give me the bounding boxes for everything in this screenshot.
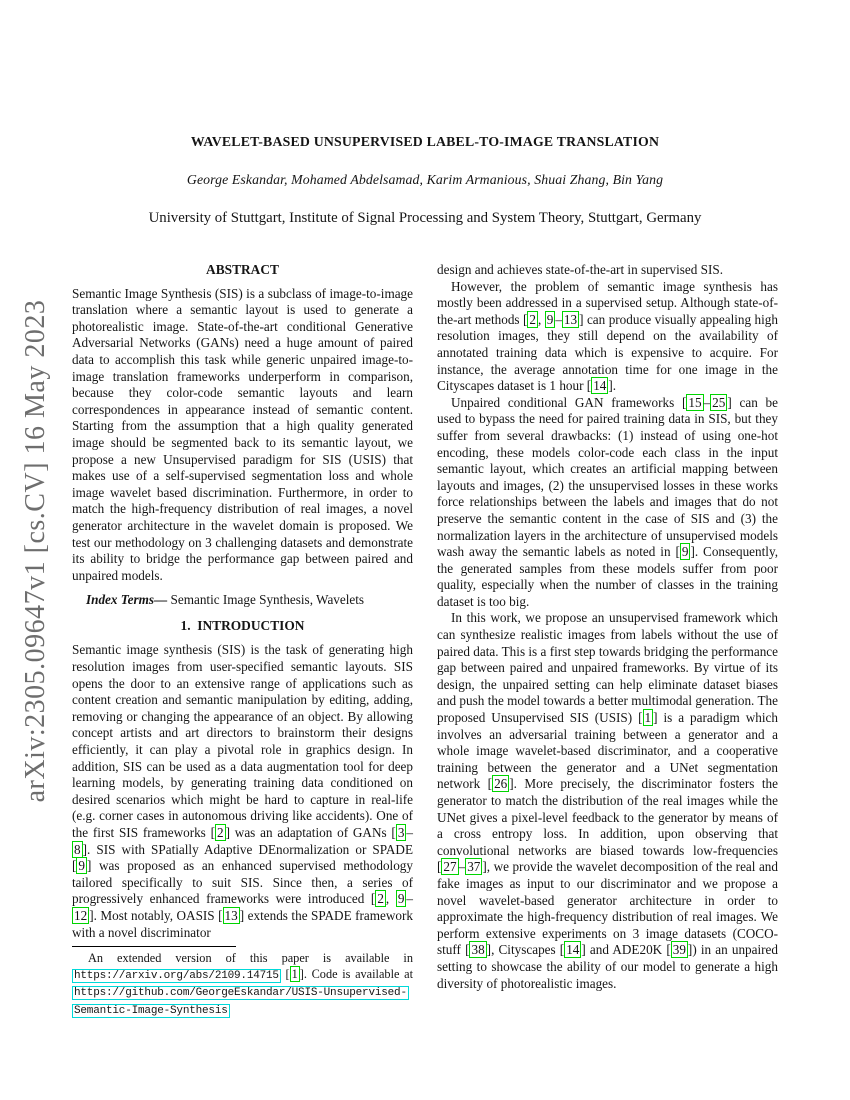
body-paragraph: design and achieves state-of-the-art in supervised SIS. xyxy=(437,262,724,277)
citation-link[interactable]: 1 xyxy=(644,710,652,726)
arxiv-watermark: arXiv:2305.09647v1 [cs.CV] 16 May 2023 xyxy=(20,299,51,803)
citation-link[interactable]: 26 xyxy=(494,776,508,792)
citation-link[interactable]: 14 xyxy=(593,378,607,394)
footnote-rule xyxy=(72,946,236,947)
citation-link[interactable]: 2 xyxy=(377,891,384,907)
paper-header xyxy=(0,134,850,227)
citation-link[interactable]: 38 xyxy=(471,942,485,958)
index-terms xyxy=(72,592,413,609)
footnote xyxy=(72,946,413,1019)
right-column xyxy=(437,262,778,992)
citation-link[interactable]: 39 xyxy=(672,942,686,958)
citation-link[interactable]: 9 xyxy=(681,544,689,560)
body-paragraph: In this work, we propose an unsupervised framework which can synthesize realistic images from labels without the use of paired data. This is a first step towards bridging the performance gap between paired and unpaired frameworks. By virtue of its design, the unpaired setting can help eliminate dataset biases and push the model towards a better multimodal generation. The proposed Unsupervised SIS (USIS) [ 1 ] is a paradigm which involves an adversarial training between a generator and a whole image wavelet-based discriminator, and a cooperative training between the generator and a UNet segmentation network [ 26 ]. More precisely, the discriminator fosters the generator to match the distribution of the real images while the UNet gives a pixel-level feedback to the generator by means of a cross entropy loss. In addition, upon observing that convolutional networks are biased towards low-frequencies [ 27 – 37 ], we provide the wavelet decomposition of the real and fake images as input to our discriminator and we propose a novel wavelet-based generator architecture in order to approximate the high-frequency distribution of real images. We perform extensive experiments on 3 image datasets (COCO-stuff [ 38 ], Cityscapes [ 14 ] and ADE20K [ 39 ]) in an unpaired setting to showcase the ability of our model to generate a high diversity of photorealistic images. xyxy=(437,610,778,991)
citation-link[interactable]: 14 xyxy=(566,942,580,958)
citation-link[interactable]: 27 xyxy=(443,859,457,875)
citation-link[interactable]: 15 xyxy=(688,394,702,410)
citation-link[interactable]: 3 xyxy=(397,825,405,840)
abstract-body: Semantic Image Synthesis (SIS) is a subclass of image-to-image translation where a semantic layout is used to generate a photorealistic image. State-of-the-art conditional Generative Adversarial Networks (GANs) need a huge amount of paired data to accomplish this task while generic unpaired image-to-image translation frameworks underperform in comparison, because they color-code semantic layouts and learn correspondences in appearance instead of semantic content. Starting from the assumption that a high quality generated image should be segmented back to its semantic layout, we propose a new Unsupervised paradigm for SIS (USIS) that makes use of a self-supervised segmentation loss and whole image wavelet based discrimination. Furthermore, in order to match the high-frequency distribution of real images, a novel generator architecture in the wavelet domain is proposed. We test our methodology on 3 challenging datasets and demonstrate its ability to bridge the performance gap between paired and unpaired models. xyxy=(72,285,413,583)
paper-affiliation: University of Stuttgart, Institute of Signal Processing and System Theory, Stuttgart, Germany xyxy=(148,210,702,226)
citation-link[interactable]: 13 xyxy=(224,907,238,923)
abstract-heading: ABSTRACT xyxy=(206,262,279,277)
paper-authors: George Eskandar, Mohamed Abdelsamad, Karim Armanious, Shuai Zhang, Bin Yang xyxy=(186,172,664,187)
index-terms-label: Index Terms— xyxy=(86,592,168,608)
index-terms-list: Semantic Image Synthesis, Wavelets xyxy=(167,592,365,608)
citation-link[interactable]: 12 xyxy=(74,907,88,923)
citation-link[interactable]: 9 xyxy=(397,891,405,907)
paper-title: WAVELET-BASED UNSUPERVISED LABEL-TO-IMAGE TRANSLATION xyxy=(190,134,660,149)
citation-link[interactable]: 37 xyxy=(467,859,481,875)
citation-link[interactable]: 13 xyxy=(563,311,578,327)
citation-link[interactable]: 9 xyxy=(78,858,85,874)
body-paragraph: However, the problem of semantic image synthesis has mostly been addressed in a supervised setup. Although state-of-the-art methods [ 2 , 9 – 13 ] can produce visually appealing high resolution images, they still depend on the availability of annotated training data which is expensive to acquire. For instance, the average annotation time for one image in the Cityscapes dataset is 1 hour [ 14 ]. xyxy=(437,278,778,394)
url-link[interactable]: https://github.com/GeorgeEskandar/USIS-Unsupervised-Semantic-Image-Synthesis xyxy=(74,987,407,1017)
body-paragraph: Unpaired conditional GAN frameworks [ 15 – 25 ] can be used to bypass the need for paired training data in SIS, but they suffer from several drawbacks: (1) instead of using one-hot encoding, these models color-code each class in the input semantic layout, which creates an artificial mapping between layouts and images, (2) the unsupervised losses in these works force relationships between the labels and images that do not preserve the semantic content in the case of SIS and (3) the normalization layers in the architecture of unsupervised models wash away the semantic labels as noted in [ 9 ]. Consequently, the generated samples from these models suffer from poor quality, especially when the number of classes in the training dataset is too big. xyxy=(437,394,778,609)
citation-link[interactable]: 2 xyxy=(217,825,224,840)
citation-link[interactable]: 25 xyxy=(712,394,726,410)
citation-link[interactable]: 8 xyxy=(74,841,81,857)
citation-link[interactable]: 2 xyxy=(529,311,536,327)
introduction-paragraph: Semantic image synthesis (SIS) is the task of generating high resolution images from user-specified semantic layouts. SIS opens the door to an extensive range of applications such as content creation and semantic manipulation by editing, adding, removing or changing the appearance of an object. By allowing concept artists and art directors to brainstorm their designs efficiently, it can play a pivotal role in graphics design. In addition, SIS can be used as a data augmentation tool for deep learning models, by generating training data conditioned on desired scenarios which might be hard to capture in real-life (e.g. corner cases in autonomous driving like accidents). One of the first SIS frameworks [ 2 ] was an adaptation of GANs [ 3 –8 ]. SIS with SPatially Adaptive DEnormalization or SPADE [ 9 ] was proposed as an enhanced supervised methodology tailored specifically to suit SIS. Since then, a series of progressively enhanced frameworks were introduced [ 2 , 9 –12 ]. Most notably, OASIS [ 13 ] extends the SPADE framework with a novel discriminator xyxy=(72,642,414,940)
left-column xyxy=(72,262,413,941)
introduction-heading: 1. INTRODUCTION xyxy=(180,617,305,633)
url-link[interactable]: https://arxiv.org/abs/2109.14715 xyxy=(74,969,279,982)
citation-link[interactable]: 1 xyxy=(291,966,298,981)
citation-link[interactable]: 9 xyxy=(546,311,554,327)
footnote-text: An extended version of this paper is available in https://arxiv.org/abs/2109.14715 [ 1 ]. Code is available at https://github.com/GeorgeEskandar/USIS-Unsupervised-Semantic-Image-Synthesis xyxy=(74,951,413,1017)
